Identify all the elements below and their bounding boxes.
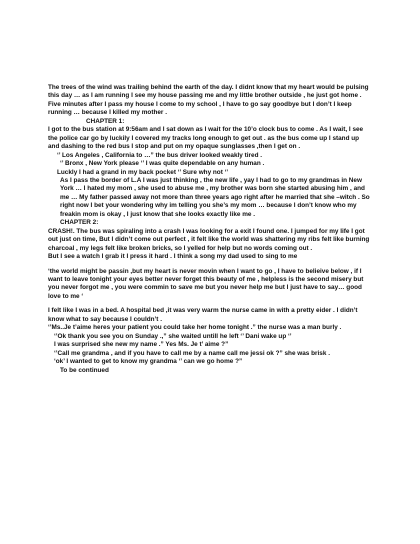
chapter-1-paragraph: I got to the bus station at 9:56am and I sat down as I wait for the 10’o clock bus to come . As I wait, I see the police car go by luckily I covered my tracks long enough to get out . as the bus come up I stand up and dashing to the red bus I stop and put on my opaque sunglasses ,then I get on . <box>48 126 364 151</box>
chapter-2-paragraph: CRASH!. The bus was spiraling into a crash I was looking for a exit I found one. I jumped for my life I got out just on time, But I didn’t come out perfect , it felt like the world was shattering my ribs felt like burning charcoal , my legs felt like broken bricks, so I yelled for help but no words coming out . <box>48 227 370 252</box>
chapter-1-paragraph: Luckly I had a grand in my back pocket ‘’ Sure why not ‘’ <box>57 168 229 176</box>
dialogue-line: ‘’Ms..Je t’aime heres your patient you could take her home tonight .” the nurse was a man burly . <box>48 324 342 332</box>
dialogue-line: I was surprised she new my name .” Yes Ms. Je t’ aime ?” <box>54 341 229 349</box>
chapter-1-heading: CHAPTER 1: <box>86 117 125 125</box>
chapter-2-paragraph: But I see a watch I grab it I press it hard . I think a song my dad used to sing to me <box>48 253 298 261</box>
song-lyrics: ‘the world might be passin ,but my heart is never movin when I want to go , I have to belieive below , if I want to leave tonight your eyes better never forget this beauty of me , helpless is the second misery but you never forgot me , you were commin to save me but you never help me but I just have to say… good love to me ‘ <box>48 267 364 300</box>
dialogue-line: ‘ok’ I wanted to get to know my grandma ‘’ can we go home ?” <box>54 358 243 366</box>
chapter-2-paragraph: I felt like I was in a bed. A hospital bed ,it was very warm the nurse came in with a pretty eider . I didn’t know what to say because I couldn’t . <box>48 307 358 323</box>
dialogue-line: ‘’ Los Angeles , California to …” the bus driver looked weakly tired . <box>57 151 263 159</box>
chapter-1-paragraph: As I pass the border of L.A I was just thinking , the new life , yay I had to go to my grandmas in New York … I hated my mom , she used to abuse me , my brother was born she started abusing him , and me … My father passed away not more than three years ago right after he married that she –witch . So right now I bet your wondering why im telling you she’s my mom … because I don’t know who my freakin mom is okay , I just know that she looks exactly like me . <box>60 176 370 218</box>
dialogue-line: ‘’ Bronx , New York please ‘’ I was quite dependable on any human . <box>60 160 265 168</box>
document-page <box>48 84 370 375</box>
chapter-2-heading: CHAPTER 2: <box>60 219 99 227</box>
intro-paragraph: The trees of the wind was trailing behind the earth of the day. I didnt know that my heart would be pulsing this day … as I am running I see my house passing me and my little brother outside , he just got home . Five minutes after I pass my house I come to my school , I have to go say goodbye but I don’t I keep running … because I killed my mother . <box>48 84 369 117</box>
dialogue-line: ‘’Call me grandma , and if you have to call me by a name call me jessi ok ?” she was brisk . <box>54 349 330 357</box>
dialogue-line: ‘’Ok thank you see you on Sunday .,” she waited untill he left ‘’ Dani wake up ‘’ <box>54 332 292 340</box>
to-be-continued: To be continued <box>60 366 109 374</box>
